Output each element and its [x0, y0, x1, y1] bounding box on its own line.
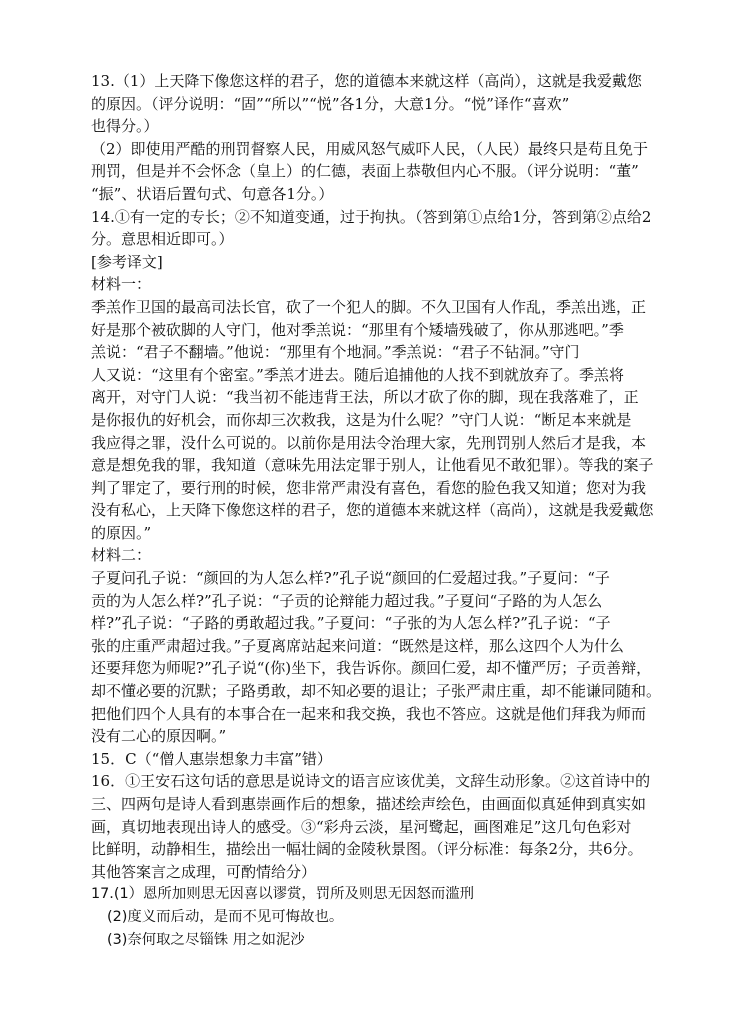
q17-line-2: (2)度义而后动，是而不见可悔故也。	[107, 908, 344, 925]
material-1-line-10: 没有私心，上天降下像您这样的君子，您的道德本来就这样（高尚），这就是我爱戴您	[91, 501, 654, 520]
material-2-line-8: 没有二心的原因啊。”	[91, 727, 227, 746]
material-1-line-4: 人又说：“这里有个密室。”季羔才进去。随后追捕他的人找不到就放弃了。季羔将	[91, 365, 624, 384]
q16-line-3: 画，真切地表现出诗人的感受。③“彩舟云淡，星河鹭起，画图难足”这几句色彩对	[91, 817, 632, 836]
reference-translation-heading: [参考译文]	[91, 252, 163, 271]
q16-line-4: 比鲜明，动静相生，描绘出一幅壮阔的金陵秋景图。（评分标准：每条2分，共6分。	[91, 840, 643, 859]
material-1-line-2: 好是那个被砍脚的人守门，他对季羔说：“那里有个矮墙残破了，你从那逃吧。”季	[91, 320, 624, 339]
material-1-line-7: 我应得之罪，没什么可说的。以前你是用法令治理大家，先刑罚别人然后才是我，本	[91, 433, 647, 452]
material-2-line-1: 子夏问孔子说：“颜回的为人怎么样?”孔子说“颜回的仁爱超过我。”子夏问：“子	[91, 569, 610, 588]
material-2-line-5: 还要拜您为师呢?”孔子说“(你)坐下，我告诉你。颜回仁爱，却不懂严厉；子贡善辩，	[91, 659, 652, 678]
q17-line-1: 17.(1）恩所加则思无因喜以谬赏，罚所及则思无因怒而滥刑	[91, 886, 475, 903]
q13-2-line-1: （2）即使用严酷的刑罚督察人民，用威风怒气威吓人民，（人民）最终只是苟且免于	[91, 139, 649, 158]
q17-line-3: (3)奈何取之尽锱铢 用之如泥沙	[107, 931, 305, 948]
q15-line-1: 15．C（“僧人惠崇想象力丰富”错）	[91, 749, 332, 768]
material-1-line-8: 意是想免我的罪，我知道（意味先用法定罪于别人，让他看见不敢犯罪）。等我的案子	[91, 456, 654, 475]
answer-document	[91, 70, 663, 951]
material-2-line-6: 却不懂必要的沉默；子路勇敢，却不知必要的退让；子张严肃庄重，却不能谦同随和。	[91, 682, 662, 701]
material-2-line-4: 张的庄重严肃超过我。”子夏离席站起来问道：“既然是这样，那么这四个人为什么	[91, 636, 624, 655]
material-1-line-6: 是你报仇的好机会，而你却三次救我，这是为什么呢？”守门人说：“断足本来就是	[91, 410, 632, 429]
material-1-line-9: 判了罪定了，要行刑的时候，您非常严肃没有喜色，看您的脸色我又知道；您对为我	[91, 478, 647, 497]
q13-1-line-2: 的原因。（评分说明：“固”“所以”“悦”各1分，大意1分。“悦”译作“喜欢”	[91, 94, 570, 113]
material-2-line-7: 把他们四个人具有的本事合在一起来和我交换，我也不答应。这就是他们拜我为师而	[91, 704, 647, 723]
q13-1-line-3: 也得分。）	[91, 117, 159, 136]
q16-line-1: 16．①王安石这句话的意思是说诗文的语言应该优美，文辞生动形象。②这首诗中的	[91, 772, 651, 791]
q14-line-2: 分。意思相近即可。）	[91, 230, 234, 249]
q16-line-2: 三、四两句是诗人看到惠崇画作后的想象，描述绘声绘色，由画面似真延伸到真实如	[91, 795, 647, 813]
material-2-line-2: 贡的为人怎么样?”孔子说：“子贡的论辩能力超过我。”子夏问“子路的为人怎么	[91, 591, 603, 610]
material-2-heading: 材料二：	[91, 546, 152, 565]
q13-2-line-2: 刑罚，但是并不会怀念（皇上）的仁德，表面上恭敬但内心不服。（评分说明：“董”	[91, 162, 639, 181]
q14-line-1: 14.①有一定的专长；②不知道变通，过于拘执。（答到第①点给1分，答到第②点给2	[91, 207, 652, 226]
q13-2-line-3: “振”、状语后置句式、句意各1分。）	[91, 184, 334, 203]
material-1-heading: 材料一：	[91, 275, 152, 294]
q16-line-5: 其他答案言之成理，可酌情给分）	[91, 862, 317, 881]
material-1-line-3: 羔说：“君子不翻墙。”他说：“那里有个地洞。”季羔说：“君子不钻洞。”守门	[91, 343, 580, 362]
material-1-line-11: 的原因。”	[91, 523, 152, 542]
material-1-line-1: 季羔作卫国的最高司法长官，砍了一个犯人的脚。不久卫国有人作乱，季羔出逃，正	[91, 297, 647, 316]
q13-1-line-1: 13.（1）上天降下像您这样的君子，您的道德本来就这样（高尚），这就是我爱戴您	[91, 72, 642, 90]
material-1-line-5: 离开，对守门人说：“我当初不能违背王法，所以才砍了你的脚，现在我落难了，正	[91, 388, 639, 407]
material-2-line-3: 样?”孔子说：“子路的勇敢超过我。”子夏问：“子张的为人怎么样?”孔子说：“子	[91, 614, 611, 633]
